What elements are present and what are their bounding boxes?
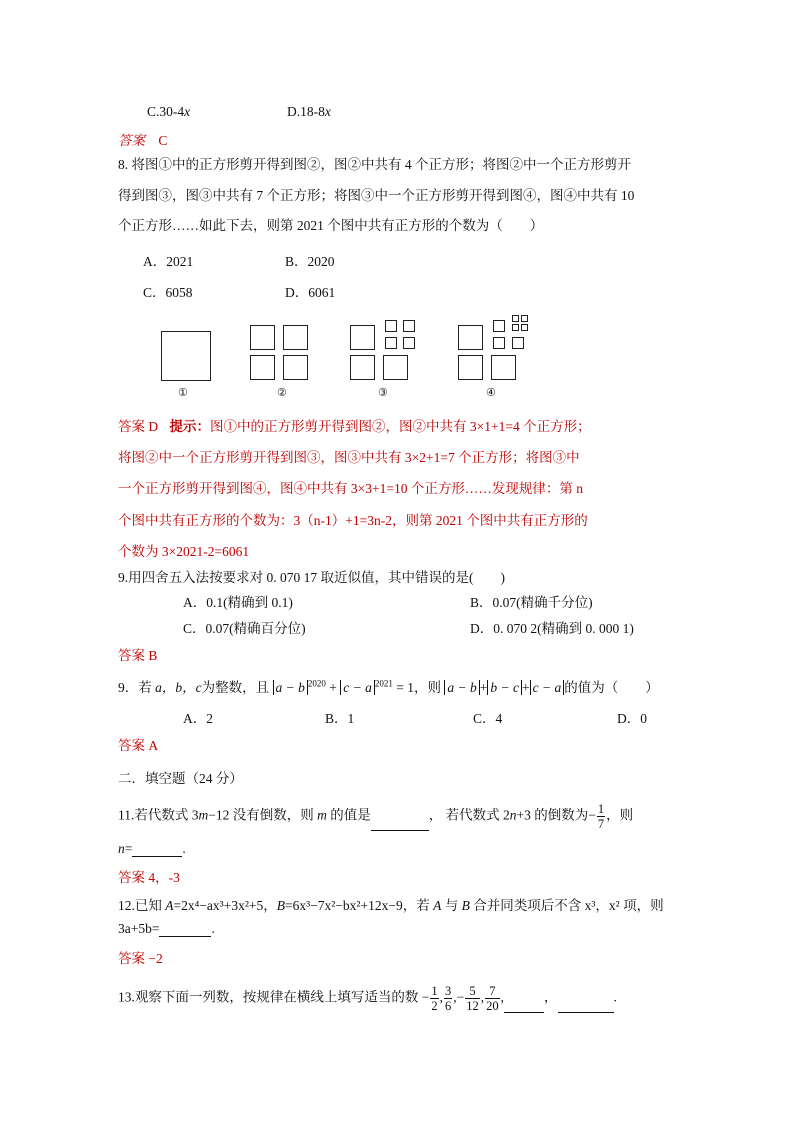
q7-answer: 答案 C — [118, 133, 168, 148]
q9a-stem: 9.用四舍五入法按要求对 0. 070 17 取近似值，其中错误的是( ) — [118, 570, 505, 585]
q11-line1: 11.若代数式 3m−12 没有倒数，则 m 的值是 ， 若代数式 2n+3 的倒数为− $\frac{1}{7}$ ，则 — [118, 802, 634, 831]
fig4-tiny-square — [512, 315, 519, 322]
section2-title: 二．填空题（24 分） — [118, 771, 243, 786]
fig3-small-square — [403, 337, 415, 349]
q8-option-d: D．6061 — [285, 285, 336, 300]
q8-option-c: C．6058 — [143, 285, 193, 300]
q13-blank-2[interactable] — [558, 998, 614, 1013]
q8-hint-line2: 将图②中一个正方形剪开得到图③，图③中共有 3×2+1=7 个正方形；将图③中 — [118, 450, 580, 465]
q9a-option-a: A．0.1(精确到 0.1) — [183, 595, 293, 610]
q8-hint-line4: 个图中共有正方形的个数为：3（n-1）+1=3n-2，则第 2021 个图中共有正方形的 — [118, 513, 588, 528]
q8-option-b: B．2020 — [285, 254, 335, 269]
q7-option-d: D.18-8x — [287, 104, 331, 119]
fig4-square — [458, 325, 483, 350]
q9b-option-a: A．2 — [183, 711, 213, 726]
q9b-option-c: C．4 — [473, 711, 503, 726]
fig2-square — [283, 325, 308, 350]
q13-blank-1[interactable] — [504, 998, 544, 1013]
q8-hint-line5: 个数为 3×2021-2=6061 — [118, 544, 250, 559]
fig3-small-square — [385, 337, 397, 349]
q9b-answer: 答案 A — [118, 738, 159, 753]
q8-hint-line3: 一个正方形剪开得到图④，图④中共有 3×3+1=10 个正方形……发现规律：第 n — [118, 481, 583, 496]
fig2-square — [250, 325, 275, 350]
q8-answer: 答案 D 提示：图①中的正方形剪开得到图②，图②中共有 3×1+1=4 个正方形； — [118, 419, 591, 434]
fig3-small-square — [403, 320, 415, 332]
q11-line2: n= . — [118, 841, 186, 856]
fig3-small-square — [385, 320, 397, 332]
q12-line2: 3a+5b= . — [118, 921, 215, 936]
q9a-answer: 答案 B — [118, 648, 158, 663]
q9a-option-b: B．0.07(精确千分位) — [470, 595, 593, 610]
q12-answer: 答案 −2 — [118, 951, 163, 966]
q12-blank[interactable] — [159, 922, 211, 937]
fig4-tiny-square — [521, 315, 528, 322]
fig1-caption: ① — [178, 387, 188, 399]
q13-line: 13.观察下面一列数，按规律在横线上填写适当的数 − $\frac{1}{2}$ , $\frac{3}{6}$ ,− $\frac{5}{12}$ , $\frac{7}{20}$ , ， . — [118, 984, 617, 1013]
q8-line2: 得到图③，图③中共有 7 个正方形；将图③中一个正方形剪开得到图④，图④中共有 10 — [118, 188, 635, 203]
q9a-option-d: D．0. 070 2(精确到 0. 000 1) — [470, 621, 634, 636]
q11-blank-1[interactable] — [371, 816, 429, 831]
q8-option-a: A．2021 — [143, 254, 194, 269]
q9b-stem: 9．若 a，b，c为整数，且 a − b $^{2020}$ + c − a $^{2021}$ = 1，则 a − b + b − c + c − a 的值为（ ） — [118, 678, 659, 695]
q12-line1: 12.已知 A=2x⁴−ax³+3x²+5，B=6x³−7x²−bx²+12x−9，若 A 与 B 合并同类项后不含 x³，x² 项，则 — [118, 898, 664, 913]
fig4-caption: ④ — [486, 387, 496, 399]
q8-line1: 8. 将图①中的正方形剪开得到图②，图②中共有 4 个正方形；将图②中一个正方形剪开 — [118, 157, 631, 172]
q9b-option-b: B．1 — [325, 711, 355, 726]
fig4-square — [491, 355, 516, 380]
fig3-caption: ③ — [378, 387, 388, 399]
fig2-square — [250, 355, 275, 380]
fig3-square — [383, 355, 408, 380]
q8-line3: 个正方形……如此下去，则第 2021 个图中共有正方形的个数为（ ） — [118, 218, 544, 233]
fig2-caption: ② — [277, 387, 287, 399]
fig4-tiny-square — [521, 324, 528, 331]
fig4-small-square — [493, 320, 505, 332]
fig3-square — [350, 355, 375, 380]
fig2-square — [283, 355, 308, 380]
fig3-square — [350, 325, 375, 350]
q9b-option-d: D．0 — [617, 711, 647, 726]
fig1-square — [161, 331, 211, 381]
fig4-small-square — [493, 337, 505, 349]
q7-option-c: C.30-4x — [147, 104, 191, 119]
fig4-tiny-square — [512, 324, 519, 331]
q11-blank-2[interactable] — [132, 842, 182, 857]
fig4-small-square — [512, 337, 524, 349]
q9a-option-c: C．0.07(精确百分位) — [183, 621, 306, 636]
fig4-square — [458, 355, 483, 380]
q11-answer: 答案 4，-3 — [118, 870, 180, 885]
